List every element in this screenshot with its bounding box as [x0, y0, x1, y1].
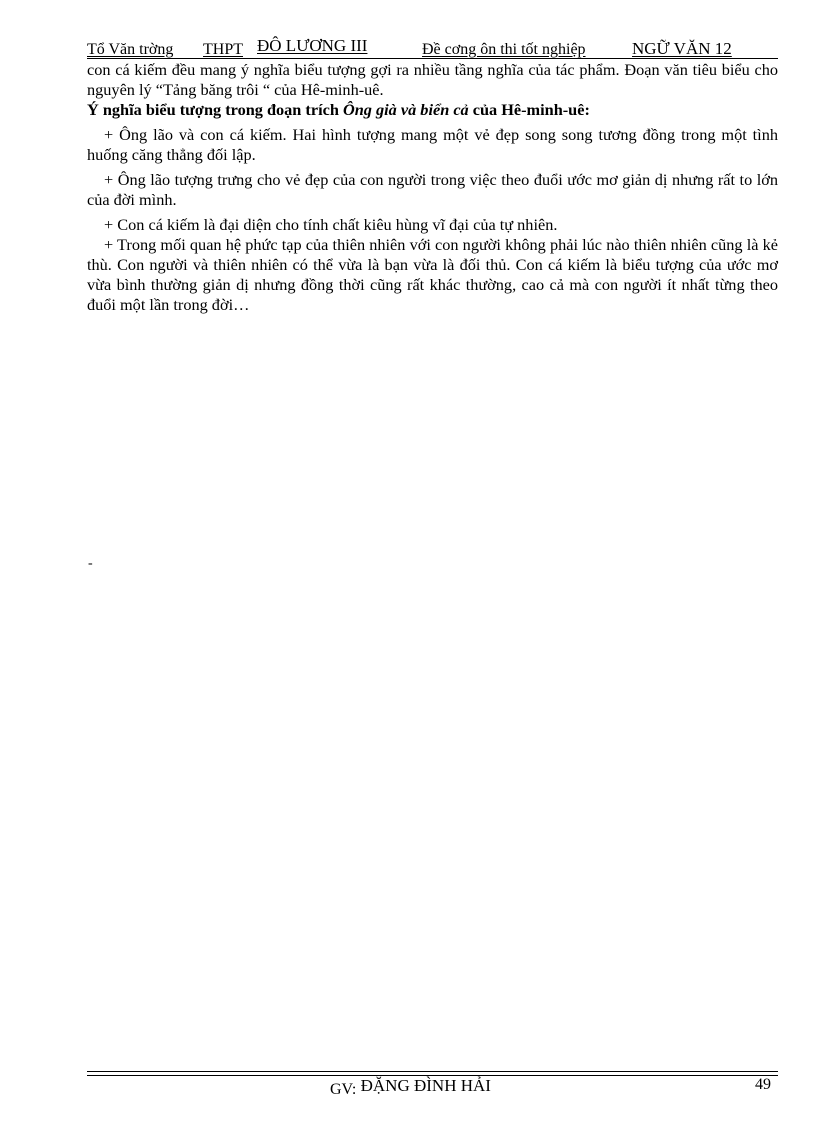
document-body	[87, 60, 778, 315]
header-divider	[87, 58, 778, 59]
header-department: Tổ Văn trờng	[87, 41, 174, 58]
intro-paragraph: con cá kiếm đều mang ý nghĩa biểu tượng gợi ra nhiều tầng nghĩa của tác phẩm. Đoạn văn tiêu biểu cho nguyên lý “Tảng băng trôi “ của Hê-minh-uê.	[87, 60, 778, 99]
list-item: + Trong mối quan hệ phức tạp của thiên nhiên với con người không phải lúc nào thiên nhiên cũng là kẻ thù. Con người và thiên nhiên có thể vừa là bạn vừa là đối thủ. Con cá kiếm là biểu tượng của ước mơ vừa bình thường giản dị nhưng đồng thời cũng rất khác thường, cao cả mà con người ít nhất từng theo đuổi một lần trong đời…	[87, 235, 778, 314]
page-header	[87, 36, 778, 58]
header-school-prefix: THPT	[203, 41, 243, 58]
footer-teacher-prefix: GV:	[330, 1081, 357, 1098]
header-subject: NGỮ VĂN 12	[632, 39, 732, 58]
footer-divider-thick	[87, 1071, 778, 1072]
footer-teacher-name: ĐẶNG ĐÌNH HẢI	[360, 1076, 491, 1095]
page-number: 49	[755, 1076, 771, 1093]
list-item: + Ông lão tượng trưng cho vẻ đẹp của con người trong việc theo đuổi ước mơ giản dị nhưng rất to lớn của đời mình.	[87, 170, 778, 209]
footer-teacher	[330, 1076, 491, 1096]
header-outline: Đề cơng ôn thi tốt nghiệp	[422, 41, 586, 58]
list-item: + Ông lão và con cá kiếm. Hai hình tượng mang một vẻ đẹp song song tương đồng trong một tình huống căng thẳng đối lập.	[87, 125, 778, 164]
list-item: + Con cá kiếm là đại diện cho tính chất kiêu hùng vĩ đại của tự nhiên.	[104, 215, 558, 234]
heading-suffix: của Hê-minh-uê:	[468, 100, 590, 119]
heading-prefix: Ý nghĩa biểu tượng trong đoạn trích	[87, 100, 343, 119]
section-heading	[87, 100, 778, 120]
stray-dash: -	[88, 556, 93, 571]
heading-work-title: Ông già và biển cả	[342, 100, 469, 119]
header-school-name: ĐÔ LƯƠNG III	[257, 36, 368, 55]
